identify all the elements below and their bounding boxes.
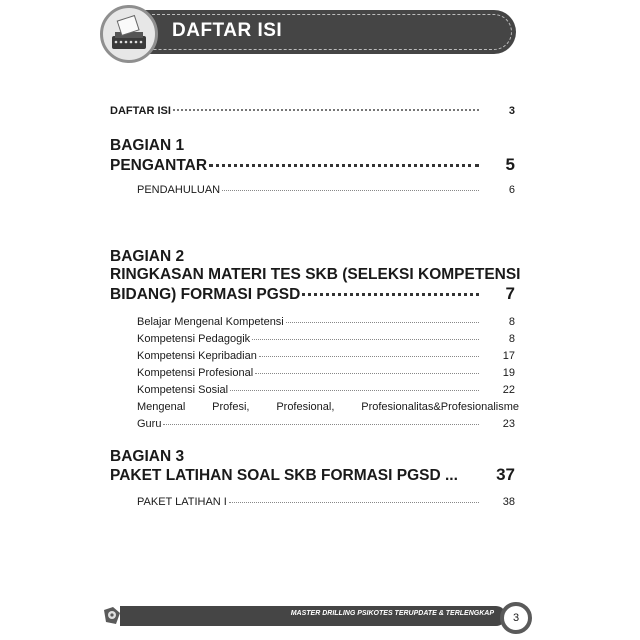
toc-entry-label: Kompetensi Sosial: [137, 384, 229, 396]
toc-entry-daftar-isi[interactable]: [110, 105, 515, 117]
section-heading-bagian-1: BAGIAN 1: [110, 137, 185, 154]
toc-entry-label: PAKET LATIHAN I: [137, 496, 227, 508]
dot-leader: [230, 390, 479, 391]
dot-leader: [286, 322, 479, 323]
toc-subentry[interactable]: [137, 350, 515, 362]
toc-subentry[interactable]: [137, 418, 515, 430]
toc-entry-label: Kompetensi Pedagogik: [137, 333, 251, 345]
footer-text: MASTER DRILLING PSIKOTES TERUPDATE & TERLENGKAP: [290, 610, 494, 617]
toc-subentry[interactable]: [137, 333, 515, 345]
word: Profesi,: [212, 401, 250, 413]
dot-leader: [173, 109, 479, 111]
toc-entry-page: 19: [502, 367, 515, 379]
toc-entry-bagian-3[interactable]: [110, 465, 515, 485]
toc-entry-label: PENGANTAR: [110, 157, 208, 174]
toc-entry-page: 37: [496, 465, 515, 484]
toc-subentry-line1[interactable]: [137, 401, 519, 413]
toc-subentry[interactable]: [137, 316, 515, 328]
toc-entry-label: PAKET LATIHAN SOAL SKB FORMASI PGSD ...: [110, 467, 458, 484]
dot-leader: [163, 424, 479, 425]
toc-entry-bagian-2[interactable]: [110, 284, 515, 304]
toc-entry-bagian-1[interactable]: [110, 155, 515, 175]
dot-leader: [255, 373, 479, 374]
toc-entry-label: Kompetensi Kepribadian: [137, 350, 257, 362]
dot-leader: [302, 293, 479, 296]
page-title: DAFTAR ISI: [172, 20, 283, 41]
dot-leader: [259, 356, 479, 357]
toc-entry-label: DAFTAR ISI: [110, 105, 171, 117]
word: Profesionalitas&Profesionalisme: [361, 401, 519, 413]
dot-leader: [229, 502, 479, 503]
dot-leader: [252, 339, 479, 340]
toc-subentry[interactable]: [137, 384, 515, 396]
word: Mengenal: [137, 401, 186, 413]
toc-subentry[interactable]: [137, 496, 515, 508]
section-title-line: RINGKASAN MATERI TES SKB (SELEKSI KOMPETENSI: [110, 266, 521, 283]
toc-entry-page: 17: [502, 350, 515, 362]
toc-entry-page: 7: [505, 284, 515, 303]
dot-leader: [222, 190, 479, 191]
toc-entry-page: 8: [508, 333, 515, 345]
toc-entry-label: BIDANG) FORMASI PGSD: [110, 286, 301, 303]
toc-entry-page: 23: [502, 418, 515, 430]
toc-subentry[interactable]: [137, 367, 515, 379]
toc-entry-page: 38: [502, 496, 515, 508]
toc-subentry[interactable]: [137, 184, 515, 196]
typewriter-icon: [100, 5, 158, 63]
toc-entry-page: 3: [508, 105, 515, 117]
word: Profesional,: [276, 401, 335, 413]
toc-entry-label: Guru: [137, 418, 162, 430]
toc-entry-page: 8: [508, 316, 515, 328]
toc-entry-label: PENDAHULUAN: [137, 184, 221, 196]
section-heading-bagian-2: BAGIAN 2: [110, 248, 185, 265]
toc-entry-label: Kompetensi Profesional: [137, 367, 254, 379]
page-number: 3: [500, 602, 532, 634]
toc-entry-page: 5: [505, 155, 515, 174]
dot-leader: [209, 164, 479, 167]
section-heading-bagian-3: BAGIAN 3: [110, 448, 185, 465]
bell-icon: [100, 604, 124, 628]
toc-entry-page: 22: [502, 384, 515, 396]
toc-entry-page: 6: [508, 184, 515, 196]
toc-entry-label: Belajar Mengenal Kompetensi: [137, 316, 284, 328]
